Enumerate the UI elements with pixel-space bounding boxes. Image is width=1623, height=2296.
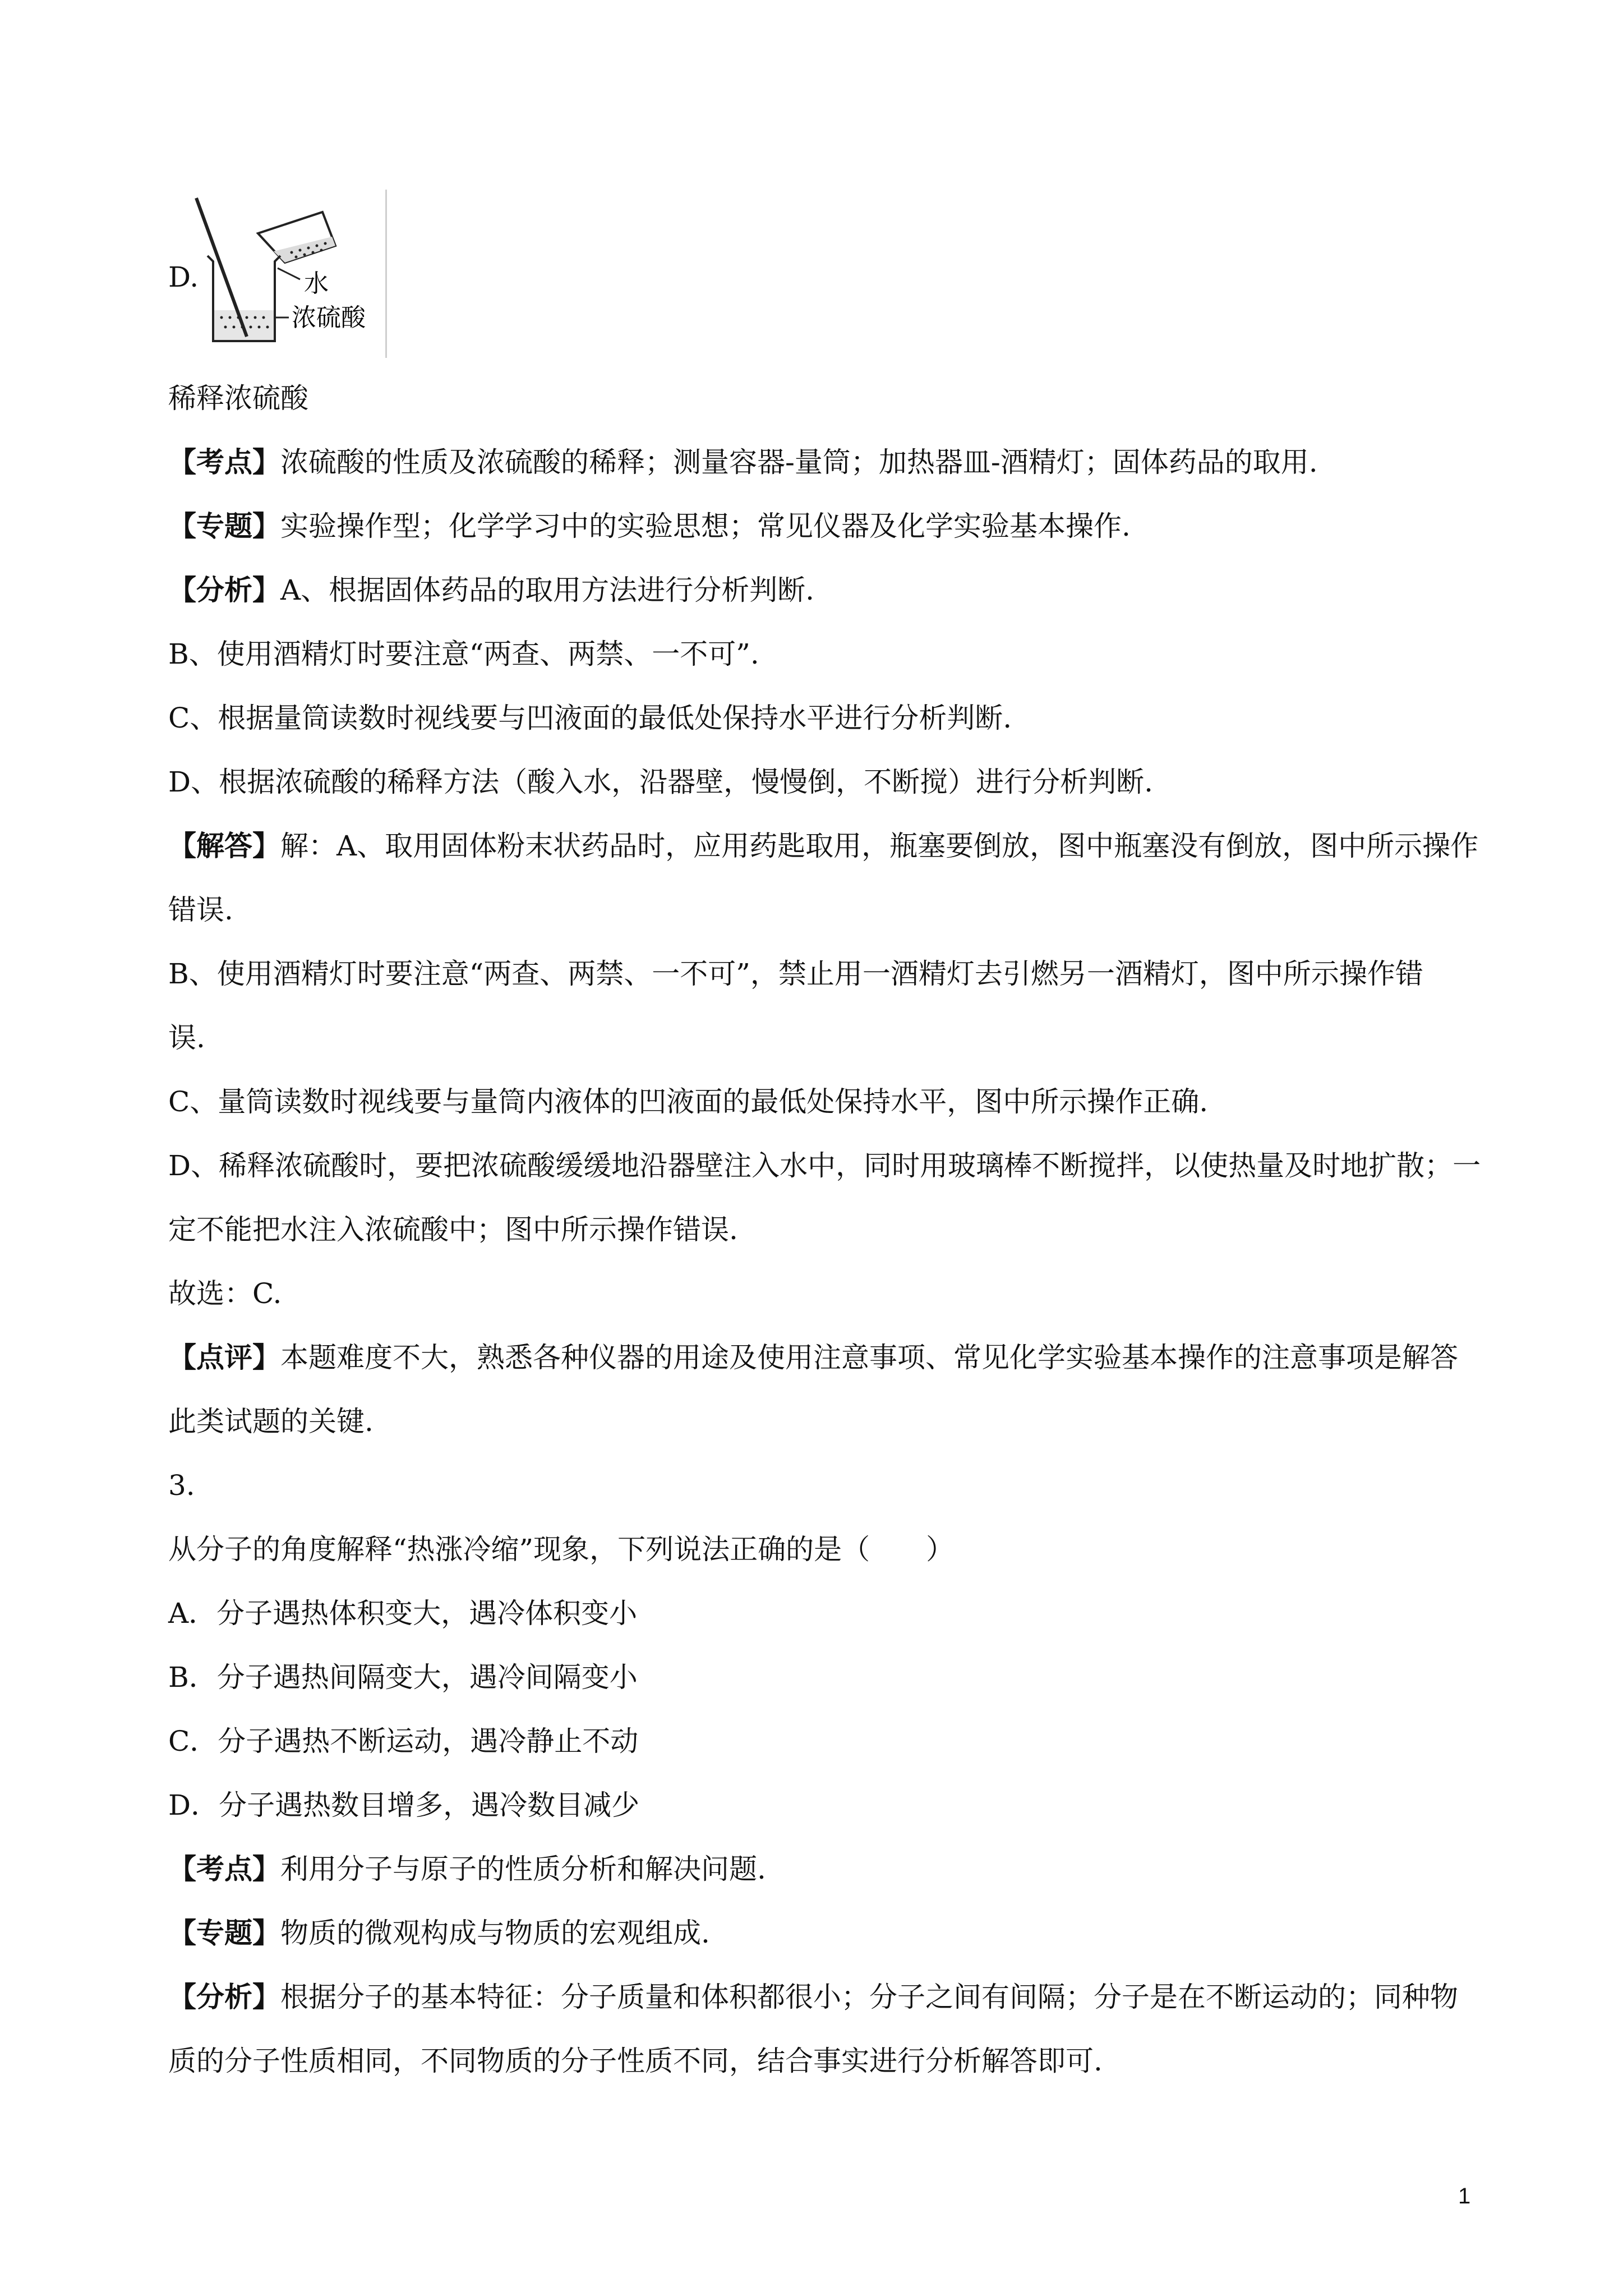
q2-jieda-b-2: 误.	[168, 1022, 205, 1054]
q2-jieda-c: C、量筒读数时视线要与量筒内液体的凹液面的最低处保持水平，图中所示操作正确.	[168, 1085, 1209, 1118]
q3-kaodian	[168, 1851, 766, 1887]
kaodian-text: 浓硫酸的性质及浓硫酸的稀释；测量容器-量筒；加热器皿-酒精灯；固体药品的取用.	[280, 446, 1318, 478]
option-d-label: D.	[168, 261, 199, 293]
q3-fenxi	[168, 1979, 1458, 2015]
zhuanti-tag: 【专题】	[168, 509, 280, 542]
q2-jieda-a-2: 错误.	[168, 894, 233, 926]
fenxi-a: A、根据固体药品的取用方法进行分析判断.	[280, 574, 815, 606]
q2-fenxi-b: B、使用酒精灯时要注意“两查、两禁、一不可”.	[168, 638, 759, 670]
q2-jieda-d-1: D、稀释浓硫酸时，要把浓硫酸缓缓地沿器壁注入水中，同时用玻璃棒不断搅拌，以使热量及时地扩散；一	[168, 1149, 1481, 1182]
q3-stem: 从分子的角度解释“热涨冷缩”现象，下列说法正确的是（ ）	[168, 1533, 955, 1566]
tilted-beaker-icon	[258, 212, 335, 263]
q3-kaodian-text: 利用分子与原子的性质分析和解决问题.	[280, 1853, 766, 1885]
beaker-illustration	[185, 190, 387, 358]
option-d-caption: 稀释浓硫酸	[168, 382, 308, 415]
fenxi-tag: 【分析】	[168, 573, 280, 606]
q3-fenxi-tag: 【分析】	[168, 1980, 280, 2013]
q2-dianping-2: 此类试题的关键.	[168, 1405, 374, 1438]
q3-option-a: A．分子遇热体积变大，遇冷体积变小	[168, 1597, 638, 1630]
q3-option-b: B．分子遇热间隔变大，遇冷间隔变小	[168, 1661, 638, 1694]
q2-jieda-b-1: B、使用酒精灯时要注意“两查、两禁、一不可”，禁止用一酒精灯去引燃另一酒精灯，图中所示操作错	[168, 958, 1423, 990]
q3-option-d: D．分子遇热数目增多，遇冷数目减少	[168, 1789, 640, 1821]
dilution-figure	[185, 190, 387, 358]
jieda-a-1: 解：A、取用固体粉末状药品时，应用药匙取用，瓶塞要倒放，图中瓶塞没有倒放，图中所示操作	[280, 830, 1479, 862]
zhuanti-text: 实验操作型；化学学习中的实验思想；常见仪器及化学实验基本操作.	[280, 510, 1131, 542]
q2-fenxi	[168, 572, 814, 608]
q3-zhuanti-text: 物质的微观构成与物质的宏观组成.	[280, 1917, 710, 1949]
q2-zhuanti	[168, 508, 1131, 544]
q3-option-c: C．分子遇热不断运动，遇冷静止不动	[168, 1725, 639, 1757]
q2-answer: 故选：C.	[168, 1277, 282, 1310]
q3-fenxi-2: 质的分子性质相同，不同物质的分子性质不同，结合事实进行分析解答即可.	[168, 2045, 1103, 2077]
q3-kaodian-tag: 【考点】	[168, 1852, 280, 1885]
figure-border	[385, 190, 387, 358]
label-acid: 浓硫酸	[292, 303, 366, 332]
dianping-tag: 【点评】	[168, 1341, 280, 1374]
q2-kaodian	[168, 444, 1318, 480]
label-water: 水	[304, 269, 329, 298]
jieda-tag: 【解答】	[168, 829, 280, 862]
q3-number: 3.	[168, 1469, 195, 1502]
q3-zhuanti-tag: 【专题】	[168, 1916, 280, 1949]
q2-dianping	[168, 1340, 1458, 1375]
q2-jieda-d-2: 定不能把水注入浓硫酸中；图中所示操作错误.	[168, 1213, 738, 1246]
q2-fenxi-c: C、根据量筒读数时视线要与凹液面的最低处保持水平进行分析判断.	[168, 702, 1012, 734]
q3-zhuanti	[168, 1915, 710, 1951]
page-number: 1	[1458, 2184, 1471, 2208]
q3-fenxi-1: 根据分子的基本特征：分子质量和体积都很小；分子之间有间隔；分子是在不断运动的；同种物	[280, 1981, 1458, 2013]
q2-fenxi-d: D、根据浓硫酸的稀释方法（酸入水，沿器壁，慢慢倒，不断搅）进行分析判断.	[168, 766, 1153, 798]
dianping-1: 本题难度不大，熟悉各种仪器的用途及使用注意事项、常见化学实验基本操作的注意事项是解答	[280, 1341, 1458, 1374]
q2-jieda	[168, 828, 1478, 864]
kaodian-tag: 【考点】	[168, 445, 280, 478]
